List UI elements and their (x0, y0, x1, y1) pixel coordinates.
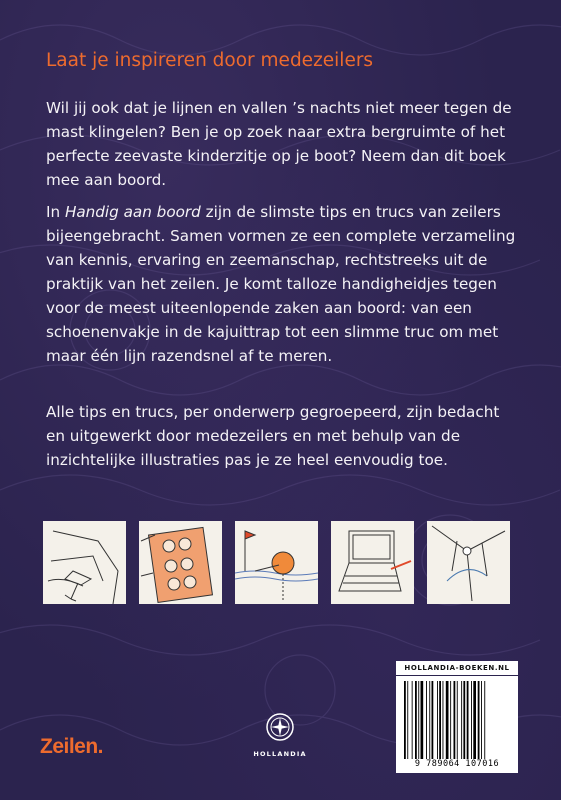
buoy-icon (235, 521, 318, 604)
description-paragraph (46, 200, 521, 368)
hollandia-logo (248, 712, 312, 758)
isbn-barcode-box (396, 661, 518, 773)
summary-paragraph: Alle tips en trucs, per onderwerp gegroepeerd, zijn bedacht en uitgewerkt door medezeilers en met behulp van de inzichtelijke illustraties pas je ze heel eenvoudig toe. (46, 403, 500, 469)
zeilen-logo: Zeilen. (40, 735, 104, 758)
p2-prefix: In (46, 203, 65, 221)
illustration-rigging (427, 521, 510, 604)
illustration-glasses-rack (139, 521, 222, 604)
hollandia-name: HOLLANDIA (253, 750, 307, 758)
compass-icon (265, 712, 295, 742)
publisher-url: HOLLANDIA-BOEKEN.NL (396, 661, 518, 676)
glasses-rack-icon (139, 521, 222, 604)
p2-rest: zijn de slimste tips en trucs van zeilers bijeengebracht. Samen vormen ze een complete verzameling van kennis, ervaring en zeemanschap, rechtstreeks uit de praktijk van het zeilen. Je komt talloze handigheidjes tegen voor de meest uiteenlopende zaken aan boord: van een schoenenvakje in de kajuittrap tot een slimme truc om met maar één lijn razendsnel af te meren. (46, 203, 516, 365)
page-heading: Laat je inspireren door medezeilers (46, 50, 374, 71)
laptop-icon (331, 521, 414, 604)
barcode-icon (402, 681, 512, 759)
isbn-number: 9 789064 107016 (414, 759, 500, 769)
intro-paragraph: Wil jij ook dat je lijnen en vallen ’s nachts niet meer tegen de mast klingelen? Ben je op zoek naar extra bergruimte of het perfecte zeevaste kinderzitje op je boot? Neem dan dit boek mee aan boord. (46, 99, 512, 189)
illustration-laptop (331, 521, 414, 604)
boat-anchor-icon (43, 521, 126, 604)
illustration-buoy (235, 521, 318, 604)
book-title: Handig aan boord (64, 203, 201, 221)
rigging-icon (427, 521, 510, 604)
illustration-boat-anchor (43, 521, 126, 604)
